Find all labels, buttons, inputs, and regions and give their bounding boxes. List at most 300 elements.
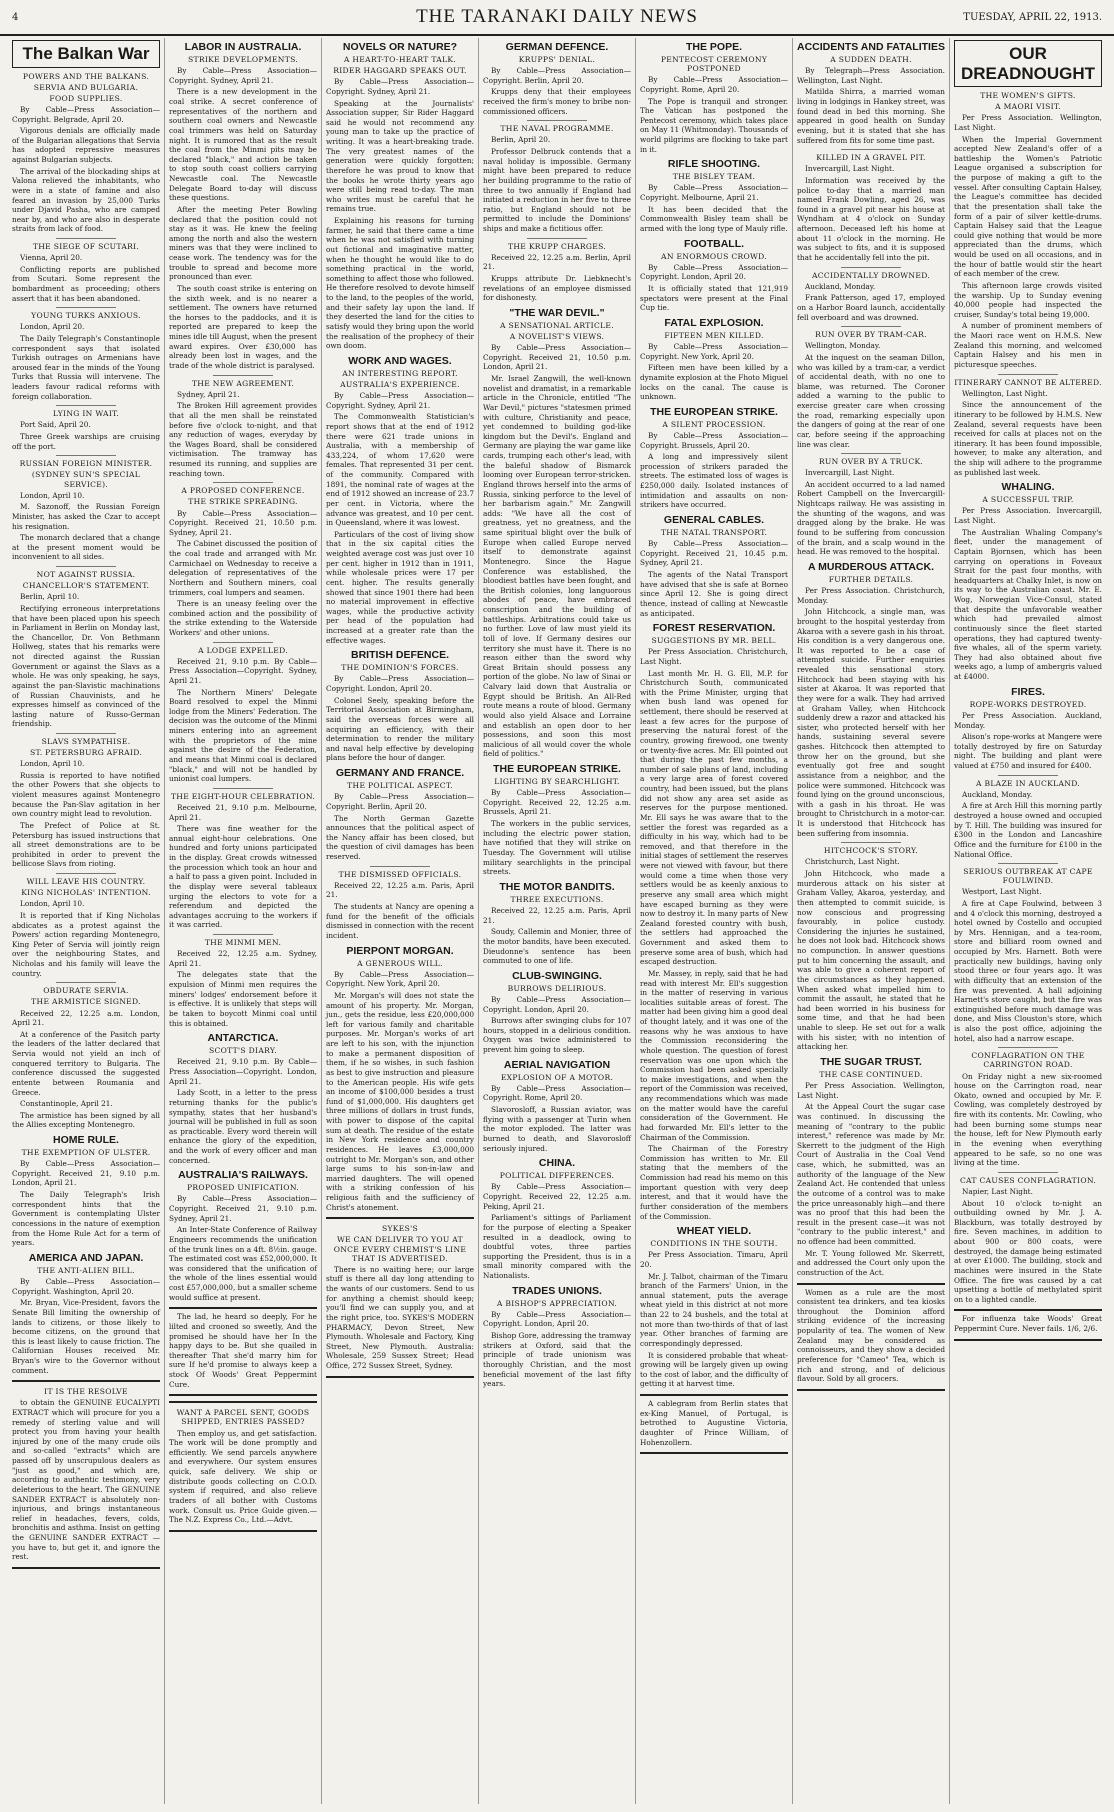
article xyxy=(169,788,317,930)
article xyxy=(326,355,474,646)
article-paragraph: There is an uneasy feeling over the combined action and the possibility of the strike extending to the Waterside Workers' and other unions. xyxy=(169,599,317,637)
article-paragraph: Vienna, April 20. xyxy=(20,253,83,263)
article xyxy=(169,375,317,479)
article-subheading: THREE EXECUTIONS. xyxy=(510,894,604,904)
article xyxy=(483,970,631,1055)
article xyxy=(640,41,788,154)
article-subheading: THE DOMINION'S FORCES. xyxy=(341,663,459,673)
article-subheading: ROPE-WORKS DESTROYED. xyxy=(969,699,1087,709)
article-headline: OUR DREADNOUGHT xyxy=(954,40,1102,87)
section-divider xyxy=(213,482,272,483)
article xyxy=(954,775,1102,859)
article-paragraph: Per Press Association. Timaru, April 20. xyxy=(640,1250,788,1269)
article-subheading: IT IS THE RESOLVE xyxy=(44,1387,128,1397)
article-paragraph: The south coast strike is entering on the sixth week, and is no nearer a settlement. The owners have returned the horses to the paddocks, and it is reported are prepared to keep the mines idle till August, when the present award expires. Over £30,000 has already been lost in wages, and the trade of the whole district is paralysed. xyxy=(169,283,317,370)
article-subheading: KILLED IN A GRAVEL PIT. xyxy=(816,153,926,163)
article xyxy=(169,1032,317,1165)
section-divider xyxy=(56,982,115,983)
article xyxy=(12,238,160,303)
article-subheading: OBDURATE SERVIA. xyxy=(43,986,129,996)
advertisement xyxy=(12,1380,160,1569)
article-paragraph: Wellington, Monday. xyxy=(805,341,881,351)
article-paragraph: Slavorosloff, a Russian aviator, was flying with a passenger at Turin when the motor exploded. The latter was burned to death, and Slavorosloff seriously injured. xyxy=(483,1105,631,1153)
article xyxy=(326,41,474,351)
article xyxy=(483,1285,631,1389)
advertisement xyxy=(640,1394,788,1454)
article xyxy=(640,406,788,510)
article xyxy=(954,40,1102,370)
article-paragraph: London, April 10. xyxy=(20,899,85,909)
article-paragraph: Explaining his reasons for turning farmer, he said that there came a time when he was not satisfied with turning out fictional and imaginative matter, when he thought he would like to do something practical in the world, something to affect those who followed. He therefore resolved to devote himself to the land, to the peoples of the world, and their safety lay upon the land. If they deserted the land for the cities to satisfy would they bring upon the world the realisation of the prophecy of their own doom. xyxy=(326,216,474,351)
article-paragraph: Received 22, 12.25 a.m. London, April 21. xyxy=(12,1008,160,1028)
article-paragraph: Westport, Last Night. xyxy=(962,887,1042,897)
article-subheading: ACCIDENTALLY DROWNED. xyxy=(811,270,931,280)
article-paragraph: There is a new development in the coal strike. A secret conference of representatives of the northern and southern coal owners and Newcastle coal trimmers was held on Saturday night. It is rumored that as the result the coal from the Minmi pits may be declared "black," and action be taken to stop south coast colliers carrying Newcastle coal. The Newcastle Delegate Board to-day will discuss these questions. xyxy=(169,87,317,203)
article-subheading: RIDER HAGGARD SPEAKS OUT. xyxy=(333,66,467,76)
article-subheading: FURTHER DETAILS. xyxy=(828,574,914,584)
article xyxy=(12,1134,160,1248)
article-subheading: A SUDDEN DEATH. xyxy=(830,55,912,65)
article-paragraph: Professor Delbruck contends that a naval holiday is impossible. Germany might have been prepared to reduce her building programme to the ratio of three to two annually if England had initiated a reduction in her five to three ratio, but England should not be permitted to include the Dominions' ships and make a fictitious offer. xyxy=(483,147,631,234)
article-paragraph: Krupps deny that their employees received the firm's money to bribe non-commissioned officers. xyxy=(483,87,631,116)
article-paragraph: Berlin, April 20. xyxy=(491,135,551,145)
article-subheading: A BLAZE IN AUCKLAND. xyxy=(975,778,1081,788)
article-paragraph: Since the announcement of the itinerary to be followed by H.M.S. New Zealand, several requests have been received for calls at places not on the itinerary. It has been found impossible, however, to make any alteration, and the ship will adhere to the programme as published last week. xyxy=(954,400,1102,477)
article-subheading: THE POLITICAL ASPECT. xyxy=(347,781,453,791)
article-paragraph: Fifteen men have been killed by a dynamite explosion at the Fhoto Miguel locks on the canal. The cause is unknown. xyxy=(640,363,788,402)
article-subheading: CONDITIONS IN THE SOUTH. xyxy=(650,1239,778,1249)
section-divider xyxy=(370,866,429,867)
issue-date: TUESDAY, APRIL 22, 1913. xyxy=(963,12,1102,23)
column-6 xyxy=(793,38,950,1804)
article-paragraph: Conflicting reports are published from Scutari. Some represent the bombardment as proceeding; others assert that it has been abandoned. xyxy=(12,264,160,303)
article-paragraph: The Australian Whaling Company's fleet, under the management of Captain Bjornsen, which has been carrying on operations in Foveaux Strait for the past four months, with headquarters at Chalky Inlet, is now on its way to the Australian coast. Mr. E. Wog, Norwegian Vice-Consul, stated that despite the unfavorable weather which had prevailed almost continuously since the fleet started operations, they had captured twenty-five whales, all of the sperm variety. They had also obtained about five weeks ago, a lump of ambergris valued at £4000. xyxy=(954,527,1102,682)
article-headline: AUSTRALIA'S RAILWAYS. xyxy=(178,1169,308,1182)
article-paragraph: The Cabinet discussed the position of the coal trade and arranged with Mr. Carmichael on Wednesday to receive a delegation of representatives of the Northern and Southern miners, coal trimmers, coal lumpers and seamen. xyxy=(169,539,317,597)
article-subheading: PROPOSED UNIFICATION. xyxy=(187,1183,299,1193)
article-paragraph: Auckland, Monday. xyxy=(962,789,1033,799)
article-subheading: A SILENT PROCESSION. xyxy=(662,419,766,429)
article-subheading: A BISHOP'S APPRECIATION. xyxy=(496,1298,618,1308)
article-headline: THE MOTOR BANDITS. xyxy=(499,880,615,893)
article-subheading: CHANCELLOR'S STATEMENT. xyxy=(22,581,150,591)
article-subheading: A NOVELIST'S VIEWS. xyxy=(509,332,605,342)
article-subheading: CAT CAUSES CONFLAGRATION. xyxy=(959,1175,1097,1185)
column-4 xyxy=(479,38,636,1804)
article xyxy=(326,866,474,941)
article-paragraph: Invercargill, Last Night. xyxy=(805,468,895,478)
article-subheading: NOT AGAINST RUSSIA. xyxy=(36,570,136,580)
article xyxy=(483,1157,631,1280)
article-subheading: SERIOUS OUTBREAK AT CAPE FOULWIND. xyxy=(963,867,1093,886)
article-paragraph: A cablegram from Berlin states that ex-King Manuel, of Portugal, is betrothed to Augustine Victoria, daughter of Prince William, of Hohenzollern. xyxy=(640,1399,788,1447)
article-headline: NOVELS OR NATURE? xyxy=(342,41,458,53)
article-paragraph: The Broken Hill agreement provides that all the men shall be reinstated before five o'clock to-night, and that any reduction of wages, everyday by the Wages Board, shall be considered victimisation. The tramway has resumed its running, and supplies are reaching town. xyxy=(169,401,317,478)
section-divider xyxy=(56,873,115,874)
article-subheading: POWERS AND THE BALKANS. xyxy=(22,71,150,81)
article-paragraph: Received 21, 9.10 p.m. Melbourne, April 21. xyxy=(169,802,317,822)
article-subheading: SCOTT'S DIARY. xyxy=(209,1046,277,1056)
article xyxy=(483,238,631,303)
article-paragraph: By Cable—Press Association—Copyright. Sydney, April 21. xyxy=(169,66,317,85)
article-subheading: PENTECOST CEREMONY POSTPONED xyxy=(660,55,768,74)
article-paragraph: The arrival of the blockading ships at Valona relieved the inhabitants, who were in a state of famine and also feared an invasion by 25,000 Turks under Djavid Pasha, who are camped near by, and who are also in desperate straits from lack of food. xyxy=(12,166,160,234)
article-paragraph: The Chairman of the Forestry Commission has written to Mr. Ell stating that the members of the Commission had read his memo on this important question with very deep interest, and that it would have the further consideration of the members of the Commission. xyxy=(640,1144,788,1221)
article-paragraph: Received 22, 12.25 a.m. Paris, April 21. xyxy=(326,880,474,900)
article xyxy=(640,317,788,402)
article-paragraph: John Hitchcock, a single man, was brought to the hospital yesterday from Akaroa with a severe gash in his throat. His condition is a very dangerous one. It was reported to be a case of attempted suicide. Further enquiries revealed this sensational story. Hitchcock had been staying with his sister at Akaroa. It was reported that they were for a walk. They had arrived at Graham Valley, when Hitchcock suddenly drew a razor and attacked his sister, who protected herself with her hands, sustaining several severe gashes. Hitchcock then attempted to throw her on the ground, but she eventually got free and sought assistance from a neighbor, and the police were summoned. Hitchcock was found lying on the ground unconscious, with a gash in his throat. He was brought to Christchurch in a motor-car. It is understood that Hitchcock has been suffering from insomnia. xyxy=(797,607,945,838)
section-divider xyxy=(841,842,900,843)
article-headline: ANTARCTICA. xyxy=(207,1032,279,1045)
section-divider xyxy=(841,267,900,268)
article-paragraph: Three Greek warships are cruising off the port. xyxy=(12,432,160,451)
advertisement xyxy=(954,1309,1102,1340)
section-divider xyxy=(56,405,115,406)
article-paragraph: By Cable—Press Association—Copyright. Received 21, 10.50 p.m. Sydney, April 21. xyxy=(169,508,317,537)
article-paragraph: Received 21, 9.10 p.m. By Cable—Press Association—Copyright. London, April 21. xyxy=(169,1057,317,1086)
article xyxy=(12,40,160,234)
article xyxy=(483,763,631,877)
article-subheading: THE BISLEY TEAM. xyxy=(672,172,756,182)
article-paragraph: Sydney, April 21. xyxy=(177,389,240,399)
article-subheading: THE EXEMPTION OF ULSTER. xyxy=(21,1148,151,1158)
article-paragraph: For influenza take Woods' Great Peppermint Cure. Never fails. 1/6, 2/6. xyxy=(954,1314,1102,1334)
article-paragraph: It is considered probable that wheat-growing will be largely given up owing to the cost of labor, and the difficulty of getting it at harvest time. xyxy=(640,1350,788,1389)
article-subheading: SUGGESTIONS BY MR. BELL. xyxy=(651,636,777,646)
article xyxy=(12,455,160,562)
article xyxy=(954,686,1102,771)
article-paragraph: Per Press Association. Christchurch, Last Night. xyxy=(640,647,788,666)
article-paragraph: Christchurch, Last Night. xyxy=(805,857,900,867)
newspaper-title: THE TARANAKI DAILY NEWS xyxy=(416,6,698,27)
article-paragraph: By Cable—Press Association—Copyright. New York, April 20. xyxy=(326,969,474,989)
article-paragraph: Mr. J. Talbot, chairman of the Timaru branch of the Farmers' Union, in the annual statement, puts the average wheat yield in this district at not more than 22 to 24 bushels, and the total at not more than two-thirds of that of last year. Other branches of farming are correspondingly depressed. xyxy=(640,1271,788,1348)
article-paragraph: After the meeting Peter Bowling declared that the position could not stay as it was. He knew the feeling among the north and also the western miners was that they were inclined to cease work. The tendency was for the trouble to spread and become more pronounced than ever. xyxy=(169,204,317,282)
article-paragraph: By Telegraph—Press Association. Wellington, Last Night. xyxy=(797,66,945,85)
article-headline: CHINA. xyxy=(538,1157,576,1170)
article-paragraph: Bishop Gore, addressing the tramway strikers at Oxford, said that the principle of trade unionism was thoroughly Christian, and the most beneficial movement of the last fifty years. xyxy=(483,1331,631,1389)
article-paragraph: Soudy, Callemin and Monier, three of the motor bandits, have been executed. Dieudonne's sentence has been commuted to one of life. xyxy=(483,927,631,966)
article xyxy=(169,934,317,1028)
article-paragraph: Auckland, Monday. xyxy=(805,281,876,291)
article-paragraph: A fire at Cape Foulwind, between 3 and 4 o'clock this morning, destroyed a hotel owned by Costello and occupied by Mrs. Hennigan, and a tea-room, store and billiard room owned and occupied by Mrs. Harnett. Both were practically new buildings, having only stood three or four years ago. It was with difficulty that an extension of the fire was prevented. A hall adjoining Harnett's store caught, but the fire was extinguished before much damage was done, and Miss Clouston's store, which is also the post office, adjoining the hotel, also had a narrow escape. xyxy=(954,898,1102,1043)
article-subheading: THE NATAL TRANSPORT. xyxy=(660,528,768,538)
article xyxy=(797,149,945,262)
article-headline: THE EUROPEAN STRIKE. xyxy=(650,405,778,418)
article-paragraph: Lady Scott, in a letter to the press returning thanks for the public's sympathy, states that her husband's journal will be published in full as soon as practicable. Every word therein will enhance the glory of the expedition, and the work of every officer and man concerned. xyxy=(169,1088,317,1165)
article-paragraph: Colonel Seely, speaking before the Territorial Association at Birmingham, said the overseas forces were all acquiring an efficiency, with their determination to render the military and naval help effective by developing plans before the hour of danger. xyxy=(326,695,474,763)
masthead xyxy=(0,0,1114,36)
advertisement xyxy=(326,1217,474,1377)
article-subheading: AN INTERESTING REPORT. xyxy=(342,368,458,378)
article-paragraph: The delegates state that the expulsion of Minmi men requires the miners' lodges' endorsement before it is effective. It is unlikely that steps will be taken to boycott Minmi coal until this is obtained. xyxy=(169,970,317,1028)
article-paragraph: By Cable—Press Association—Copyright. London, April 20. xyxy=(483,1309,631,1329)
article-subheading: HITCHCOCK'S STORY. xyxy=(823,846,919,856)
article-paragraph: Received 22, 12.25 a.m. Paris, April 21. xyxy=(483,906,631,925)
article-paragraph: Per Press Association. Wellington, Last Night. xyxy=(797,1081,945,1100)
article xyxy=(797,842,945,1052)
article-paragraph: By Cable—Press Association—Copyright. Received 21, 9.10 p.m. Sydney, April 21. xyxy=(169,1194,317,1223)
article-paragraph: By Cable—Press Association—Copyright. London, April 20. xyxy=(326,674,474,694)
article-headline: FOREST RESERVATION. xyxy=(652,622,776,635)
article-headline: WHALING. xyxy=(1001,481,1055,494)
article xyxy=(640,1225,788,1389)
article xyxy=(12,405,160,451)
article-subheading: A HEART-TO-HEART TALK. xyxy=(343,55,457,65)
article-paragraph: It has been decided that the Commonwealth Bisley team shall be armed with the long type of Mauly rifle. xyxy=(640,204,788,233)
article-paragraph: An Inter-State Conference of Railway Engineers recommends the unification of the trunk lines on a 4ft. 8½in. gauge. The estimated cost was £52,000,000. It was considered that the unification of the whole of the lines essential would cost £57,000,000, but a smaller scheme would suffice at present. xyxy=(169,1225,317,1302)
article-headline: HOME RULE. xyxy=(53,1134,119,1147)
article-paragraph: The workers in the public services, including the electric power station, have notified that they will strike on Tuesday. The Government will utilise military searchlights in the principal streets. xyxy=(483,819,631,877)
article-subheading: THE SIEGE OF SCUTARI. xyxy=(32,242,140,251)
article-paragraph: By Cable—Press Association—Copyright. Received 21, 10.50 p.m. London, April 21. xyxy=(483,343,631,372)
article-paragraph: A long and impressively silent procession of strikers paraded the streets. The estimated loss of wages is £250,000 daily. Isolated instances of intimidation and assaults on non-strikers have occurred. xyxy=(640,452,788,510)
article-headline: GERMAN DEFENCE. xyxy=(505,41,609,53)
article-paragraph: There is no waiting here; our large stuff is there all day long attending to the wants of our customers. Send to us for anything a chemist should keep; you'll find we can supply you, and at the right price, too. SYKES'S MODERN PHARMACY, Devon Street, New Plymouth. Wholesale and Factory, King Street, New Plymouth. Australia: Wholesale, 259 Sussex Street; Head Office, 272 Sussex Street, Sydney. xyxy=(326,1264,474,1370)
section-divider xyxy=(56,455,115,456)
article xyxy=(640,622,788,1221)
article-subheading: LIGHTING BY SEARCHLIGHT. xyxy=(494,777,620,787)
article-paragraph: By Cable—Press Association—Copyright. Received 22, 12.25 a.m. Peking, April 21. xyxy=(483,1182,631,1211)
section-divider xyxy=(213,788,272,789)
advertisement xyxy=(169,1307,317,1396)
article-paragraph: Received 22, 12.25 a.m. Berlin, April 21. xyxy=(483,252,631,272)
article-paragraph: The North German Gazette announces that the political aspect of the Nancy affair has been closed, but the question of civil damages has been reserved. xyxy=(326,813,474,862)
article-paragraph: Rectifying erroneous interpretations that have been placed upon his speech in Parliament in Berlin on Monday last, the Chancellor, Dr. Von Bethmann Hollweg, states that his remarks were not directed against the Russian Government or against the Slavs as a whole. He was only speaking, he says, against the pan-Slavistic machinations of Russian Chauvinists, and he expresses himself as convinced of the lasting nature of Russo-German friendship. xyxy=(12,603,160,729)
article-subheading: WANT A PARCEL SENT, GOODS SHIPPED, ENTRIES PASSED? xyxy=(176,1408,310,1427)
article-paragraph: By Cable—Press Association—Copyright. New York, April 20. xyxy=(640,342,788,361)
article xyxy=(797,326,945,449)
article-paragraph: A number of prominent members of the Maori race went on H.M.S. New Zealand this morning, and welcomed Captain Halsey and his men in picturesque speeches. xyxy=(954,321,1102,369)
article-subheading: FIFTEEN MEN KILLED. xyxy=(664,330,764,340)
article xyxy=(483,307,631,759)
article-subheading: THE NEW AGREEMENT. xyxy=(191,378,295,388)
article-subheading: THE WOMEN'S GIFTS. xyxy=(980,91,1076,101)
article-subheading: THE NAVAL PROGRAMME. xyxy=(500,124,614,134)
article xyxy=(954,374,1102,478)
article-headline: GENERAL CABLES. xyxy=(663,513,765,526)
newspaper-columns xyxy=(8,38,1106,1804)
article-headline: FATAL EXPLOSION. xyxy=(664,316,764,329)
article-paragraph: By Cable—Press Association—Copyright. Received 21, 10.45 p.m. Sydney, April 21. xyxy=(640,539,788,568)
column-2 xyxy=(165,38,322,1804)
article-paragraph: Mr. Massey, in reply, said that he had read with interest Mr. Ell's suggestion in the matter of reserving in various localities suitable areas of forest. The matter had been giving him a good deal of thought lately, and it was one of the reasons why he was anxious to have the Commission reconsidering the whole question. The question of forest reservation was one upon which the Commission had been asked specially to make investigations, and when the report of the Commission was received, any recommendations which was made on the matter would have the careful consideration of the Government. He had forwarded Mr. Ell's letter to the Chairman of the Commission. xyxy=(640,968,788,1142)
article-paragraph: By Cable—Press Association—Copyright. Berlin, April 20. xyxy=(483,66,631,85)
article xyxy=(483,41,631,116)
article-paragraph: About 10 o'clock to-night an outbuilding owned by Mr. J. A. Blackburn, was totally destroyed by fire. Seven machines, in addition to about 900 or 800 coats, were destroyed, the damage being estimated at over £1000. The building, stock and machines were insured in the State Office. The fire was caused by a cat upsetting a bottle of methylated spirit on to a lighted candle. xyxy=(954,1198,1102,1304)
article-paragraph: By Cable—Press Association—Copyright. Belgrade, April 20. xyxy=(12,104,160,124)
column-7 xyxy=(950,38,1106,1804)
article-paragraph: Burrows after swinging clubs for 107 hours, stopped in a delirious condition. Oxygen was twice administered to prevent him going to sleep. xyxy=(483,1016,631,1055)
article-subheading: A GENEROUS WILL. xyxy=(357,958,443,968)
column-3 xyxy=(322,38,479,1804)
article-paragraph: London, April 20. xyxy=(20,322,85,332)
article xyxy=(797,561,945,838)
article-subheading: A SENSATIONAL ARTICLE. xyxy=(500,320,614,330)
article-headline: GERMANY AND FRANCE. xyxy=(335,767,465,780)
article-paragraph: The Northern Miners' Delegate Board resolved to expel the Minmi lodge from the Miners' Federation. The decision was the outcome of the Minmi miners entering into an agreement with the proprietors of the mine against the desire of the Federation, and means that Minmi coal is declared "black," and will not be handled by unionist coal lumpers. xyxy=(169,687,317,784)
article-paragraph: The students at Nancy are opening a fund for the benefit of the officials dismissed in connection with the recent incident. xyxy=(326,902,474,940)
article-paragraph: When the Imperial Government accepted New Zealand's offer of a battleship the Women's Patriotic League organised a subscription for the purpose of making a gift to the vessel. After consulting Captain Halsey, the League's committee has decided that the presentation shall take the form of a pair of silver kettle-drums. Captain Halsey said that the League could give nothing that would be more appreciated than the drums, which would be used on all occasions, and in the hour of battle would stir the heart of each member of the crew. xyxy=(954,134,1102,279)
article-paragraph: The lad, he heard so deeply, For he lilted and crooned so sweetly, And the promised he should have her In the happy days to be. But she quailed in thereafter That she'd marry him for sure If he'd promise to always keep a stock Of Woods' Great Peppermint Cure. xyxy=(169,1312,317,1389)
section-divider xyxy=(998,1172,1057,1173)
section-divider xyxy=(56,733,115,734)
article-subheading: KING NICHOLAS' INTENTION. xyxy=(21,888,151,898)
article-paragraph: By Cable—Press Association—Copyright. London, April 20. xyxy=(483,994,631,1014)
article-paragraph: Information was received by the police to-day that a married man named Frank Dowling, aged 26, was found in a gravel pit near his house at Wyndham at 4 o'clock on Sunday afternoon. Deceased left his home at about 11 o'clock in the morning. He was subject to fits, and it is supposed that he accidentally fell into the pit. xyxy=(797,175,945,262)
article-paragraph: Napier, Last Night. xyxy=(962,1186,1033,1196)
article-paragraph: By Cable—Press Association—Copyright. Melbourne, April 21. xyxy=(640,183,788,203)
section-divider xyxy=(213,934,272,935)
article-headline: "THE WAR DEVIL." xyxy=(509,306,605,319)
article-headline: WHEAT YIELD. xyxy=(676,1225,752,1238)
article-paragraph: The Prefect of Police at St. Petersburg has issued instructions that all street demonstrations are to be prohibited in order to prevent the bellicose Slavs from rioting. xyxy=(12,820,160,869)
article-paragraph: By Cable—Press Association—Copyright. Received 22, 12.25 a.m. Brussels, April 21. xyxy=(483,788,631,817)
article xyxy=(169,1169,317,1302)
article xyxy=(640,158,788,233)
article-subheading: LYING IN WAIT. xyxy=(52,409,120,419)
article-subheading: THE CASE CONTINUED. xyxy=(819,1069,923,1079)
article-paragraph: There was fine weather for the annual eight-hour celebrations. One hundred and forty unions participated in the display. Great crowds witnessed the procession which took an hour and a half to pass a given point. Included in the display were several tableaux urging the electors to vote for a referendum and depicted the advantages accruing to the workers if it was carried. xyxy=(169,824,317,930)
article-paragraph: The Daily Telegraph's Irish correspondent hints that the Government is contemplating Ulster concessions in the nature of exemption from the Home Rule Act for a term of years. xyxy=(12,1190,160,1248)
article-paragraph: Received 22, 12.25 a.m. Sydney, April 21. xyxy=(169,949,317,968)
article-paragraph: Invercargill, Last Night. xyxy=(805,164,895,174)
article xyxy=(12,1252,160,1375)
section-divider xyxy=(527,238,586,239)
article-headline: THE SUGAR TRUST. xyxy=(820,1055,922,1068)
article xyxy=(326,649,474,763)
article-paragraph: It is reported that if King Nicholas abdicates as a protest against the Powers' action regarding Montenegro, King Peter of Servia will jointly reign over the neighbouring States, and Nicholas and his family will leave the country. xyxy=(12,910,160,978)
article-paragraph: By Cable—Press Association—Copyright. London, April 20. xyxy=(640,262,788,282)
article xyxy=(169,642,317,784)
article-paragraph: Per Press Association. Auckland, Monday. xyxy=(954,710,1102,730)
article-paragraph: Wellington, Last Night. xyxy=(962,388,1048,398)
article-paragraph: Alison's rope-works at Mangere were totally destroyed by fire on Saturday night. The building and plant were valued at £750 and insured for £400. xyxy=(954,732,1102,771)
section-divider xyxy=(841,326,900,327)
article xyxy=(12,566,160,729)
section-divider xyxy=(527,120,586,121)
article-paragraph: Vigorous denials are officially made of the Bulgarian allegations that Servia has adopted repressive measures against Bulgarian subjects. xyxy=(12,126,160,164)
article-subheading: POLITICAL DIFFERENCES. xyxy=(499,1171,615,1181)
section-divider xyxy=(56,566,115,567)
article-headline: LABOR IN AUSTRALIA. xyxy=(184,41,302,53)
article-paragraph: By Cable—Press Association—Copyright. Received 21, 9.10 p.m. London, April 21. xyxy=(12,1159,160,1188)
article-paragraph: London, April 10. xyxy=(20,759,85,769)
article-subheading: (SYDNEY SUN'S SPECIAL SERVICE). xyxy=(31,470,141,489)
article-headline: ACCIDENTS AND FATALITIES xyxy=(797,41,945,53)
article-paragraph: Berlin, April 10. xyxy=(20,592,80,602)
advertisement xyxy=(797,1283,945,1391)
article-paragraph: Mr. Bryan, Vice-President, favors the Senate Bill limiting the ownership of lands to citizens, or those likely to become citizens, on the ground that this is least likely to cause friction. The Californian Houses received Mr. Bryan's wire to the Governor without comment. xyxy=(12,1298,160,1375)
article-subheading: ITINERARY CANNOT BE ALTERED. xyxy=(954,377,1102,387)
article-subheading: THE EIGHT-HOUR CELEBRATION. xyxy=(170,791,316,801)
article-paragraph: M. Sazonoff, the Russian Foreign Minister, has asked the Czar to accept his resignation. xyxy=(12,502,160,531)
article-paragraph: At a conference of the Pasitch party the leaders of the latter declared that Servia would not yield an inch of conquered territory to Bulgaria. The conference discussed the suggested entente between Roumania and Greece. xyxy=(12,1029,160,1097)
article-subheading: A PROPOSED CONFERENCE. xyxy=(181,486,305,496)
section-divider xyxy=(213,375,272,376)
section-divider xyxy=(841,453,900,454)
article-paragraph: On Friday night a new six-roomed house on the Carrington road, near Okato, owned and occupied by Mr. F. Cowling, was completely destroyed by fire with its contents. Mr. Cowling, who had been burning some stumps near the house, left for New Plymouth early in the evening when everything appeared to be safe, so no one was living at the time. xyxy=(954,1071,1102,1168)
article-subheading: SERVIA AND BULGARIA. xyxy=(33,82,139,92)
article-paragraph: Per Press Association. Invercargill, Last Night. xyxy=(954,506,1102,526)
article-subheading: SYKES'S xyxy=(381,1224,419,1234)
article xyxy=(797,1056,945,1278)
article-paragraph: The Daily Telegraph's Constantinople correspondent says that isolated Turkish outrages on Armenians have aroused fear in the minds of the Young Turks that Russia will intervene. The leaders favour radical reforms with foreign collaboration. xyxy=(12,333,160,401)
section-divider xyxy=(213,642,272,643)
article xyxy=(797,453,945,557)
article-paragraph: Frank Patterson, aged 17, employed on a Harbor Board launch, accidentally fell overboard and was drowned. xyxy=(797,293,945,322)
article-paragraph: The agents of the Natal Transport have advised that she is safe at Borneo since April 12. She is going direct thence, instead of calling at Newcastle as anticipated. xyxy=(640,570,788,618)
article xyxy=(483,1059,631,1154)
article-subheading: THE ARMISTICE SIGNED. xyxy=(31,997,141,1007)
article-paragraph: At the inquest on the seaman Dillon, who was killed by a tram-car, a verdict of accidental death, with no one to blame, was returned. The Coroner added a warning to the public to exercise greater care when crossing the road, remarking especially upon the dangers of going at the rear of one car, before seeing if the approaching line was clear. xyxy=(797,352,945,449)
article-headline: TRADES UNIONS. xyxy=(512,1284,602,1297)
article-subheading: WE CAN DELIVER TO YOU AT ONCE EVERY CHEMIST'S LINE THAT IS ADVERTISED. xyxy=(333,1235,467,1263)
article-paragraph: The monarch declared that a change at the present moment would be inconvenient to all sides. xyxy=(12,533,160,562)
article-paragraph: The armistice has been signed by all the Allies excepting Montenegro. xyxy=(12,1110,160,1130)
article-paragraph: This afternoon large crowds visited the warship. Up to Sunday evening 40,000 people had inspected the cruiser, Sunday's total being 19,000. xyxy=(954,280,1102,319)
article-paragraph: Port Said, April 20. xyxy=(20,420,91,430)
article xyxy=(483,120,631,233)
section-divider xyxy=(998,1047,1057,1048)
article xyxy=(12,873,160,978)
article-subheading: AUSTRALIA'S EXPERIENCE. xyxy=(340,379,460,389)
article-headline: AMERICA AND JAPAN. xyxy=(28,1251,144,1264)
article-paragraph: Last month Mr. H. G. Ell, M.P. for Christchurch South, communicated with the Prime Minister, urging that when bush land was opened for settlement, there should be reserved at least a few acres for the purpose of preserving the natural forest of the country, growing firewood, one twenty or twenty-five acres. Mr. Ell pointed out that during the past few months, a number of sale plans of land, including a very large area of forest covered country, had been issued, but the plans did not show any area set aside as reserves for the purpose mentioned. Mr. Ell says he was aware that to the settler the forest was regarded as a difficulty in his way, which had to be removed, and that therefore in the initial stages of settlement the reserves were not viewed with favour, but there would come a time when those very settlers would be as keenly anxious to preserve any small area which might have escaped burning as they were now to destroy it. In many parts of New Zealand forested country with bush, the settlers had approached the Government and asked them to preserve some area of bush, which had escaped destruction. xyxy=(640,668,788,967)
article-paragraph: to obtain the GENUINE EUCALYPTI EXTRACT which will procure for you a remedy of sterling value and will protect you from having your health injured by one of the many crude oils and so-called "extracts" which are passed off by unscrupulous dealers as "just as good," and which are, according to authentic testimony, very deleterious to the heart. The GENUINE SANDER EXTRACT is absolutely non-injurious, and brings instantaneous relief in headaches, fevers, colds, bronchitis and asthma. Insist on getting the GENUINE SANDER EXTRACT — you have to, but get it, and ignore the rest. xyxy=(12,1398,161,1562)
article-headline: FIRES. xyxy=(1011,685,1045,698)
article-headline: A MURDEROUS ATTACK. xyxy=(808,560,934,573)
article-subheading: A MAORI VISIT. xyxy=(995,102,1061,112)
article-paragraph: Mr. Israel Zangwill, the well-known novelist and dramatist, in a remarkable article in the Chronicle, entitled "The War Devil," pictures "statesmen primed with culture, Christianity and peace, yet condemned to building god-like kingdom but the Devil's. England and Germany are playing the war game like cards, trumping each other's lead, with the baleful shadow of Bismarck looming over European terror-stricken. England throws herself into the arms of Russia, sinking perforce to the level of her barbarism again." Mr. Zangwill adds: "We have all the cost of greatness, yet no greatness, and the same spiritual blight over the bulk of Europe when called Europe nerved itself to demonstrate against Montenegro. Since the Hague Conference was established, the bloodiest battles have been fought, and the British colonies, long languorous abodes of peace, have embraced conscription and the building of battleships. Arbitrations could take us no further. Love of law must yield its toll of love. If Germany desires our territory she must have it. There is no reason either than the sword why Great Britain should possess any portion of the globe. No law of Sinai or Calvary laid down that Australia or Egypt should be British. An All-Red route means a route of blood. Germany would also yield Alsace and Lorraine and establish an open door to her possessions, and soon this most malicious of all would cover the whole field of politics." xyxy=(483,374,631,759)
article-paragraph: Received 21, 9.10 p.m. By Cable—Press Association—Copyright. Sydney, April 21. xyxy=(169,656,317,685)
article-paragraph: Women as a rule are the most consistent tea drinkers, and tea kiosks throughout the Dominion afford striking evidence of the increasing popularity of tea. The women of New Zealand may be considered as connoisseurs, and they show a decided preference for "Cameo" Tea, which is rich and strong, and of delicious flavour. Sold by all grocers. xyxy=(797,1287,945,1384)
article xyxy=(954,1047,1102,1167)
article-headline: BRITISH DEFENCE. xyxy=(350,649,449,662)
article-paragraph: By Cable—Press Association—Copyright. Sydney, April 21. xyxy=(326,391,474,410)
section-divider xyxy=(998,775,1057,776)
article-headline: WORK AND WAGES. xyxy=(348,354,452,367)
article-subheading: ST. PETERSBURG AFRAID. xyxy=(29,748,143,758)
page-number: 4 xyxy=(12,12,19,23)
article-subheading: AN ENORMOUS CROWD. xyxy=(661,251,767,261)
article-paragraph: The Pope is tranquil and stronger. The Vatican has postponed the Pentecost ceremony, which takes place on May 11 (Whitmonday). Thousands of world pilgrims are flocking to take part in it. xyxy=(640,96,788,154)
article-paragraph: Per Press Association. Wellington, Last Night. xyxy=(954,113,1102,132)
advertisement xyxy=(169,1401,317,1531)
article-subheading: SLAVS SYMPATHISE. xyxy=(41,737,131,746)
article-headline: PIERPONT MORGAN. xyxy=(346,944,454,957)
article-paragraph: By Cable—Press Association—Copyright. Rome, April 20. xyxy=(483,1083,631,1103)
section-divider xyxy=(56,307,115,308)
article-paragraph: At the Appeal Court the sugar case was continued. In discussing the meaning of "contrary to the public interest," reference was made by Mr. Skerrett to the judgment of the High Court of Australia in the Coal Vend case, which, he submitted, was an authority of the language of the New Zealand Act. He contended that unless the outcome of a control was to make the price unreasonably high—and there was no proof that this had been the result in the present case—it was not "contrary to the public interest," and no offence had been committed. xyxy=(797,1102,945,1247)
article-paragraph: Then employ us, and get satisfaction. The work will be done promptly and efficiently. We send parcels anywhere and everywhere. Our system ensures quick, safe delivery. We ship or distribute goods collecting on C.O.D. system if required, and also relieve traders of all bother with Customs work. Consult us. Price Guide given.—The N.Z. Express Co., Ltd.—Advt. xyxy=(169,1428,317,1525)
article-paragraph: Particulars of the cost of living show that in the six capital cities the weighted average cost was just over 10 per cent. higher in 1912 than in 1911, while wholesale prices were 17 per cent. higher. The results generally showed that since 1901 there had been no material improvement in effective wages, while the productive activity per head of the population had increased at a greater rate than the effective wages. xyxy=(326,529,474,645)
section-divider xyxy=(56,238,115,239)
section-divider xyxy=(841,149,900,150)
article-paragraph: It is officially stated that 121,919 spectators were present at the Final Cup tie. xyxy=(640,284,788,313)
article-paragraph: Per Press Association. Christchurch, Monday. xyxy=(797,586,945,605)
article-subheading: EXPLOSION OF A MOTOR. xyxy=(500,1072,614,1082)
article-paragraph: By Cable—Press Association—Copyright. Berlin, April 20. xyxy=(326,792,474,811)
article-paragraph: Krupps attribute Dr. Liebknecht's revelations of an employee dismissed for dishonesty. xyxy=(483,274,631,303)
article-paragraph: John Hitchcock, who made a murderous attack on his sister at Graham Valley, Akaroa, yesterday, and then attempted to commit suicide, is now conscious and progressing favourably, in police custody. Considering the injuries he sustained, he does not look bad. Hitchcock shows no compunction. In answer questions put to him concerning the assault, and was able to give a coherent report of the circumstances as they happened. When asked what impelled him to commit the assault, he stated that he had been worried in his business for some time, and that he had been unable to sleep. He set out for a walk with his sister, with no intention of attacking her. xyxy=(797,869,945,1052)
article-subheading: BURROWS DELIRIOUS. xyxy=(507,983,607,993)
article-subheading: A LODGE EXPELLED. xyxy=(198,645,288,655)
article-subheading: THE MINMI MEN. xyxy=(204,938,282,948)
article xyxy=(12,982,160,1130)
article-paragraph: Constantinople, April 21. xyxy=(20,1099,113,1109)
article-paragraph: The Commonwealth Statistician's report shows that at the end of 1912 there were 621 trade unions in Australia, with a membership of 433,224, of whom 17,620 were females. That represented 31 per cent. of the community. Compared with 1891, the nominal rate of wages at the end of 1912 showed an increase of 23.7 per cent. in Victoria, where the advance was greatest, and 10 per cent. in Queensland, where it was lowest. xyxy=(326,412,474,528)
